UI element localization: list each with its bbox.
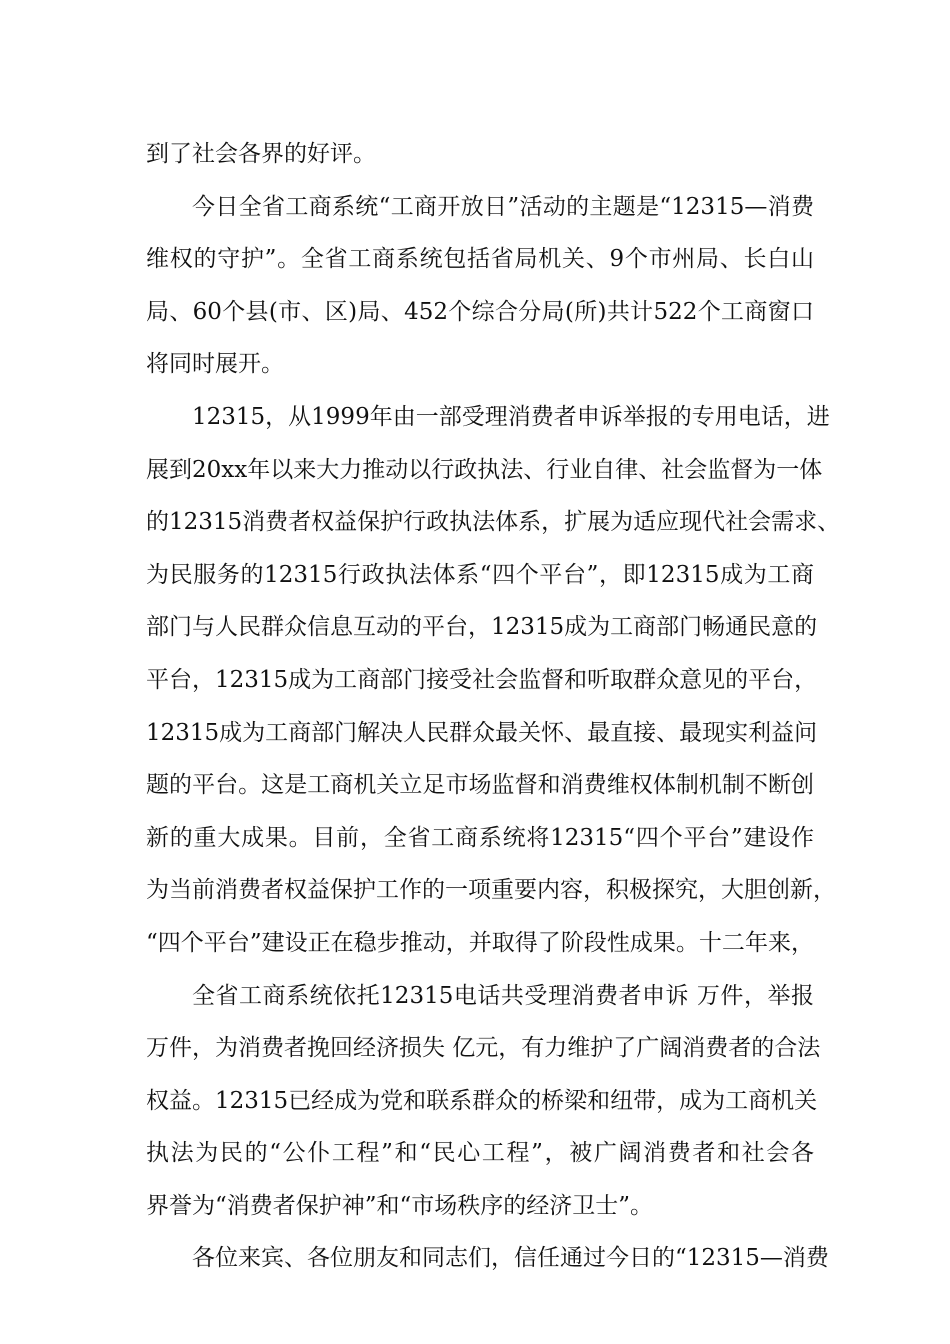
text-line: 执法为民的“公仆工程”和“民心工程”，被广阔消费者和社会各 [146,1140,814,1167]
paragraph [146,970,821,1233]
text-line: 维权的守护”。全省工商系统包括省局机关、9个市州局、长白山 [146,246,814,273]
text-line: 新的重大成果。目前，全省工商系统将12315“四个平台”建设作 [146,824,814,851]
text-line: 万件，为消费者挽回经济损失 亿元，有力维护了广阔消费者的合法 [146,1035,821,1062]
text-line: 将同时展开。 [146,351,284,378]
document-body [146,128,841,1285]
text-line: 为民服务的12315行政执法体系“四个平台”，即12315成为工商 [146,561,814,588]
paragraph [146,391,841,970]
paragraph [146,181,814,391]
text-line: 的12315消费者权益保护行政执法体系，扩展为适应现代社会需求、 [146,509,841,536]
text-line: 展到20xx年以来大力推动以行政执法、行业自律、社会监督为一体 [146,456,823,483]
text-line: 今日全省工商系统“工商开放日”活动的主题是“12315—消费 [192,193,814,220]
text-line: 12315，从1999年由一部受理消费者申诉举报的专用电话，进 [192,403,830,430]
text-line: 12315成为工商部门解决人民群众最关怀、最直接、最现实利益问 [146,719,818,746]
paragraph [146,128,814,181]
text-line: 平台，12315成为工商部门接受社会监督和听取群众意见的平台， [146,666,818,693]
text-line: 题的平台。这是工商机关立足市场监督和消费维权体制机制不断创 [146,772,814,799]
paragraph [146,1232,829,1285]
text-line: 为当前消费者权益保护工作的一项重要内容，积极探究，大胆创新， [146,877,836,904]
text-line: 各位来宾、各位朋友和同志们，信任通过今日的“12315—消费 [192,1245,829,1272]
text-line: 局、60个县(市、区)局、452个综合分局(所)共计522个工商窗口 [146,298,814,325]
text-line: “四个平台”建设正在稳步推动，并取得了阶段性成果。十二年来， [146,929,814,956]
text-line: 界誉为“消费者保护神”和“市场秩序的经济卫士”。 [146,1192,654,1219]
text-line: 全省工商系统依托12315电话共受理消费者申诉 万件，举报 [192,982,814,1009]
text-line: 权益。12315已经成为党和联系群众的桥梁和纽带，成为工商机关 [146,1087,818,1114]
text-line: 到了社会各界的好评。 [146,141,376,167]
text-line: 部门与人民群众信息互动的平台，12315成为工商部门畅通民意的 [146,614,818,641]
